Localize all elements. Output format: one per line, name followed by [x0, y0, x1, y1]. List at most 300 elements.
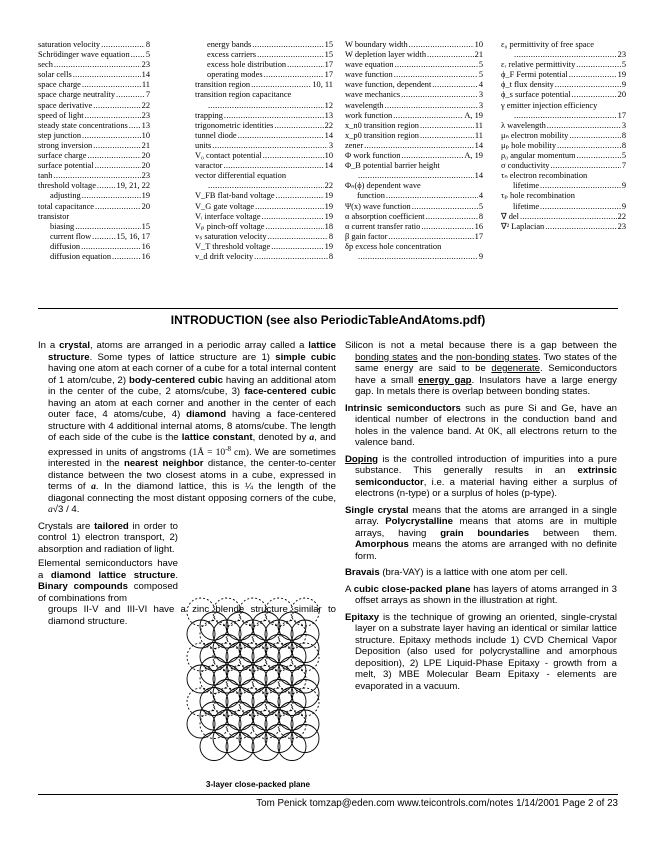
index-page: A, 19 — [464, 110, 483, 120]
index-leader — [254, 252, 328, 262]
index-entry — [345, 181, 483, 191]
index-leader — [263, 151, 324, 161]
index-term: ∇² Laplacian — [501, 221, 545, 231]
atom-circle — [213, 620, 241, 648]
index-term: V_G gate voltage — [195, 201, 255, 211]
index-column-2 — [195, 40, 333, 262]
index-term: Schrödinger wave equation — [38, 50, 130, 60]
index-term: energy bands — [207, 40, 252, 49]
index-entry — [345, 131, 483, 141]
index-entry — [38, 191, 150, 201]
index-page: 4 — [478, 80, 483, 90]
index-entry — [345, 60, 483, 70]
index-page: 17 — [617, 110, 626, 120]
index-page: 12 — [324, 100, 333, 110]
index-entry — [501, 70, 626, 80]
index-entry — [38, 141, 150, 151]
index-page: 11 — [474, 130, 483, 140]
index-entry — [38, 181, 150, 191]
index-leader — [520, 212, 617, 222]
index-leader — [540, 202, 621, 212]
index-leader — [87, 151, 140, 161]
index-term: space derivative — [38, 100, 93, 110]
index-leader — [386, 191, 478, 201]
index-term: space charge neutrality — [38, 90, 116, 100]
index-leader — [385, 101, 478, 111]
atom-circle — [187, 620, 215, 648]
index-term: current flow — [50, 231, 92, 241]
index-entry — [501, 171, 626, 181]
index-leader — [576, 60, 621, 70]
index-entry — [195, 101, 333, 111]
atom-circle — [252, 733, 280, 761]
index-leader — [514, 50, 617, 60]
index-entry — [501, 212, 626, 222]
index-page: 5 — [478, 70, 483, 80]
index-entry — [345, 111, 483, 121]
index-page: 8 — [478, 211, 483, 221]
index-page: 9 — [621, 181, 626, 191]
index-page: 18 — [324, 221, 333, 231]
index-page: 23 — [141, 171, 150, 181]
index-term: varactor — [195, 161, 223, 171]
index-term: speed of light — [38, 110, 84, 120]
index-page: 7 — [621, 161, 626, 171]
doping-paragraph: Doping is the controlled introduction of impurities into a pure substance. This generally results in an extrinsic semiconductor, i.e. a material having either a surplus of electrons (n-type) or a surplus of holes (p-type). — [345, 453, 617, 499]
index-leader — [545, 222, 616, 232]
index-entry — [195, 40, 333, 50]
index-entry — [195, 252, 333, 262]
index-page: 19 — [141, 191, 150, 201]
index-term: trapping — [195, 110, 223, 120]
index-leader — [420, 121, 474, 131]
index-page: 14 — [474, 140, 483, 150]
top-rule — [38, 308, 618, 309]
index-entry — [195, 171, 333, 181]
index-leader — [95, 161, 141, 171]
index-page: 7 — [145, 90, 150, 100]
index-page: 19 — [324, 201, 333, 211]
index-leader — [550, 161, 620, 171]
index-leader — [547, 121, 621, 131]
index-term: V₀ contact potential — [195, 151, 262, 161]
index-term: v_d drift velocity — [195, 251, 254, 261]
index-leader — [388, 232, 473, 242]
index-term: vₛ saturation velocity — [195, 231, 267, 241]
atom-circle — [265, 620, 293, 648]
index-term: x_n0 transition region — [345, 120, 419, 130]
index-leader — [53, 171, 140, 181]
index-entry — [501, 121, 626, 131]
index-term: surface charge — [38, 151, 87, 161]
index-page: 19, 21, 22 — [116, 181, 150, 191]
index-leader — [287, 60, 324, 70]
index-entry — [38, 252, 150, 262]
index-entry — [195, 60, 333, 70]
index-term: function — [357, 191, 385, 201]
index-leader — [82, 191, 141, 201]
index-page: 5 — [621, 60, 626, 70]
index-leader — [95, 202, 141, 212]
index-term: Φ_B potential barrier height — [345, 161, 440, 171]
index-leader — [401, 151, 463, 161]
index-page: 22 — [617, 211, 626, 221]
index-entry — [501, 60, 626, 70]
atom-circle — [265, 665, 293, 693]
section-heading: INTRODUCTION (see also PeriodicTableAndAtoms.pdf) — [170, 313, 486, 327]
atom-circle — [278, 643, 306, 671]
index-page: 17 — [324, 60, 333, 70]
index-column-4 — [501, 40, 626, 232]
index-entry — [38, 80, 150, 90]
index-page: 10 — [324, 151, 333, 161]
index-column-3 — [345, 40, 483, 262]
index-page: 17 — [324, 70, 333, 80]
index-page: 3 — [478, 100, 483, 110]
index-leader — [364, 141, 473, 151]
index-leader — [257, 50, 324, 60]
index-leader — [238, 131, 324, 141]
index-leader — [409, 40, 474, 50]
index-entry — [38, 90, 150, 100]
index-entry — [501, 101, 626, 111]
index-term: wave function, dependent — [345, 80, 432, 90]
index-page: 11 — [474, 120, 483, 130]
index-page: 5 — [145, 50, 150, 60]
index-leader — [264, 70, 324, 80]
index-leader — [92, 232, 115, 242]
atom-circle — [265, 710, 293, 738]
index-term: λ wavelength — [501, 120, 546, 130]
index-leader — [208, 181, 324, 191]
index-leader — [274, 121, 323, 131]
index-term: solar cells — [38, 70, 72, 80]
index-term: transition region — [195, 80, 251, 90]
index-term: wave equation — [345, 60, 394, 70]
index-leader — [271, 242, 323, 252]
index-term: tanh — [38, 171, 53, 181]
index-page: 9 — [478, 251, 483, 261]
index-page: 16 — [141, 241, 150, 251]
index-leader — [420, 131, 474, 141]
crystals-paragraph: Crystals are tailored in order to control 1) electron transport, 2) absorption and radiation of light. — [38, 520, 178, 555]
index-entry — [501, 202, 626, 212]
atom-circle — [213, 710, 241, 738]
index-page: 5 — [621, 151, 626, 161]
index-entry — [195, 222, 333, 232]
index-entry — [195, 50, 333, 60]
index-leader — [85, 111, 141, 121]
index-leader — [268, 232, 328, 242]
atom-circle — [200, 733, 228, 761]
index-page: 23 — [617, 221, 626, 231]
index-term: ϕ_F Fermi potential — [501, 70, 568, 80]
index-term: excess carriers — [207, 50, 257, 60]
index-term: trigonometric identities — [195, 120, 274, 130]
index-leader — [393, 111, 463, 121]
index-leader — [426, 212, 478, 222]
index-term: threshold voltage — [38, 181, 96, 191]
index-entry — [345, 222, 483, 232]
index-entry — [195, 90, 333, 100]
index-leader — [555, 80, 621, 90]
index-term: ∇ del — [501, 211, 519, 221]
index-leader — [93, 101, 140, 111]
left-body-column — [38, 340, 336, 627]
index-entry — [195, 131, 333, 141]
atom-circle — [291, 620, 319, 648]
index-page: 11 — [141, 80, 150, 90]
index-entry — [345, 141, 483, 151]
index-entry — [345, 40, 483, 50]
index-term: τₙ electron recombination — [501, 171, 588, 181]
index-leader — [427, 50, 474, 60]
index-term: lifetime — [513, 201, 540, 211]
index-entry — [195, 232, 333, 242]
atom-circle — [187, 710, 215, 738]
index-entry — [345, 242, 483, 252]
index-term: operating modes — [207, 70, 263, 80]
intrinsic-paragraph: Intrinsic semiconductors such as pure Si and Ge, have an identical number of electrons in the conduction band and holes in the valence band. At 0K, all electrons return to the valence band. — [345, 402, 617, 448]
bottom-rule — [38, 794, 618, 795]
index-entry — [195, 202, 333, 212]
figure-caption: 3-layer close-packed plane — [205, 780, 311, 789]
index-entry — [38, 131, 150, 141]
index-entry — [345, 151, 483, 161]
index-entry — [195, 141, 333, 151]
index-leader — [577, 151, 621, 161]
index-entry — [501, 111, 626, 121]
index-term: Vₚ pinch-off voltage — [195, 221, 265, 231]
index-term: μₙ electron mobility — [501, 130, 569, 140]
index-entry — [501, 222, 626, 232]
index-leader — [432, 80, 478, 90]
index-term: εᵣ relative permittivity — [501, 60, 576, 70]
index-entry — [501, 161, 626, 171]
atom-circle — [278, 688, 306, 716]
index-entry — [501, 40, 626, 50]
index-page: 3 — [478, 90, 483, 100]
index-term: W depletion layer width — [345, 50, 427, 60]
index-term: transition region capacitance — [195, 90, 292, 100]
index-leader — [557, 141, 621, 151]
index-entry — [345, 191, 483, 201]
index-page: 23 — [617, 50, 626, 60]
bravais-paragraph: Bravais (bra-VAY) is a lattice with one atom per cell. — [345, 567, 568, 578]
index-entry — [38, 60, 150, 70]
atom-circle — [239, 665, 267, 693]
index-leader — [224, 111, 324, 121]
index-page: 16 — [474, 221, 483, 231]
index-term: μₚ hole mobility — [501, 140, 557, 150]
index-term: τₚ hole recombination — [501, 191, 575, 201]
index-page: 8 — [621, 130, 626, 140]
index-term: wavelength — [345, 100, 384, 110]
index-page: 15 — [324, 50, 333, 60]
index-leader — [223, 161, 323, 171]
index-page: 14 — [474, 171, 483, 181]
index-term: δp excess hole concentration — [345, 241, 442, 251]
elemental-paragraph: Elemental semiconductors have a diamond lattice structure. Binary compounds composed of combinations from — [38, 558, 178, 604]
index-page: 14 — [324, 130, 333, 140]
index-entry — [195, 121, 333, 131]
index-term: V_T threshold voltage — [195, 241, 271, 251]
index-entry — [38, 151, 150, 161]
index-page: 20 — [141, 151, 150, 161]
index-page: 16 — [141, 251, 150, 261]
index-term: transistor — [38, 211, 70, 221]
index-entry — [345, 171, 483, 181]
elemental-paragraph-end: groups II-V and III-VI have a zinc blende structure similar to diamond structure. — [48, 604, 336, 627]
index-leader — [81, 242, 141, 252]
index-entry — [345, 252, 483, 262]
cubic-close-packed-paragraph: A cubic close-packed plane has layers of atoms arranged in 3 offset arrays as shown in the illustration at right. — [345, 583, 617, 606]
silicon-paragraph: Silicon is not a metal because there is a gap between the bonding states and the non-bonding states. Two states of the same energy are said to be degenerate. Semiconductors have a small energy gap. Insulators have a large energy gap. In metals there is overlap between bonding states. — [345, 340, 617, 397]
index-leader — [265, 222, 323, 232]
index-page: 19 — [324, 241, 333, 251]
index-leader — [116, 90, 145, 100]
index-page: 13 — [141, 120, 150, 130]
index-page: 10 — [141, 130, 150, 140]
index-page: 13 — [324, 110, 333, 120]
index-entry — [195, 242, 333, 252]
index-column-1 — [38, 40, 150, 262]
index-page: 21 — [141, 140, 150, 150]
index-entry — [501, 50, 626, 60]
index-term: ϕ_s surface potential — [501, 90, 571, 100]
index-entry — [195, 212, 333, 222]
index-term: total capacitance — [38, 201, 95, 211]
index-leader — [129, 121, 141, 131]
index-term: σ conductivity — [501, 161, 550, 171]
index-leader — [112, 252, 141, 262]
index-entry — [195, 161, 333, 171]
index-page: 8 — [145, 40, 150, 49]
index-page: 5 — [478, 60, 483, 70]
index-page: 8 — [328, 251, 333, 261]
index-term: vector differential equation — [195, 171, 287, 181]
index-term: biasing — [50, 221, 75, 231]
index-page: 14 — [141, 70, 150, 80]
index-page: 19 — [324, 191, 333, 201]
atom-circle — [226, 643, 254, 671]
index-page: 3 — [328, 140, 333, 150]
index-leader — [394, 70, 478, 80]
index-entry — [345, 90, 483, 100]
index-page: 9 — [621, 80, 626, 90]
index-term: ρ₀ angular momentum — [501, 151, 576, 161]
index-term: tunnel diode — [195, 130, 237, 140]
atom-circle — [291, 710, 319, 738]
index-entry — [345, 70, 483, 80]
index-entry — [195, 80, 333, 90]
atom-circle — [252, 643, 280, 671]
index-leader — [252, 40, 323, 50]
index-page: 15 — [324, 40, 333, 49]
index-leader — [514, 111, 617, 121]
index-entry — [501, 80, 626, 90]
index-page: 10, 11 — [312, 80, 333, 90]
atom-circle — [226, 688, 254, 716]
index-entry — [345, 121, 483, 131]
index-entry — [38, 242, 150, 252]
index-leader — [97, 181, 116, 191]
index-entry — [38, 222, 150, 232]
index-term: W boundary width — [345, 40, 408, 49]
index-leader — [208, 101, 324, 111]
index-entry — [38, 50, 150, 60]
index-term: Ψ(x) wave function — [345, 201, 411, 211]
index-entry — [501, 191, 626, 201]
index-leader — [358, 171, 474, 181]
index-leader — [212, 141, 328, 151]
index-term: α current transfer ratio — [345, 221, 421, 231]
index-term: zener — [345, 140, 364, 150]
close-packed-plane-figure — [185, 596, 325, 786]
right-body-column — [345, 340, 617, 697]
index-term: units — [195, 140, 212, 150]
index-entry — [345, 202, 483, 212]
index-leader — [131, 50, 145, 60]
index-term: β gain factor — [345, 231, 388, 241]
index-term: lifetime — [513, 181, 540, 191]
index-entry — [38, 101, 150, 111]
atom-circle — [278, 733, 306, 761]
index-entry — [345, 101, 483, 111]
index-entry — [38, 121, 150, 131]
index-entry — [501, 90, 626, 100]
atom-circle — [213, 665, 241, 693]
index-page: 21 — [474, 50, 483, 60]
atom-circle — [200, 688, 228, 716]
index-term: V_FB flat-band voltage — [195, 191, 275, 201]
index-leader — [540, 181, 621, 191]
index-term: wave mechanics — [345, 90, 401, 100]
index-leader — [276, 191, 324, 201]
index-section — [38, 40, 638, 302]
index-leader — [395, 60, 478, 70]
index-leader — [82, 80, 141, 90]
index-leader — [572, 90, 617, 100]
index-entry — [501, 151, 626, 161]
index-entry — [501, 181, 626, 191]
index-term: work function — [345, 110, 393, 120]
index-page: 20 — [617, 90, 626, 100]
index-entry — [38, 202, 150, 212]
index-page: 23 — [141, 110, 150, 120]
index-entry — [38, 161, 150, 171]
index-term: Vᵢ interface voltage — [195, 211, 261, 221]
index-term: Φₙ(ϕ) dependent wave — [345, 181, 421, 191]
index-leader — [358, 252, 478, 262]
index-term: steady state concentrations — [38, 120, 128, 130]
index-leader — [93, 141, 140, 151]
single-crystal-paragraph: Single crystal means that the atoms are arranged in a single array. Polycrystalline means that atoms are in multiple arrays, having grain boundaries between them. Amorphous means the atoms are arranged with no definite form. — [345, 504, 618, 562]
index-term: Φ work function — [345, 151, 401, 161]
atom-circle — [239, 710, 267, 738]
index-leader — [54, 60, 141, 70]
index-term: diffusion equation — [50, 251, 112, 261]
index-term: excess hole distribution — [207, 60, 287, 70]
index-term: α absorption coefficient — [345, 211, 425, 221]
index-leader — [75, 222, 140, 232]
index-leader — [255, 202, 324, 212]
atom-circle — [226, 733, 254, 761]
index-page: 20 — [141, 201, 150, 211]
index-leader — [412, 202, 478, 212]
index-leader — [569, 131, 620, 141]
index-term: strong inversion — [38, 140, 93, 150]
